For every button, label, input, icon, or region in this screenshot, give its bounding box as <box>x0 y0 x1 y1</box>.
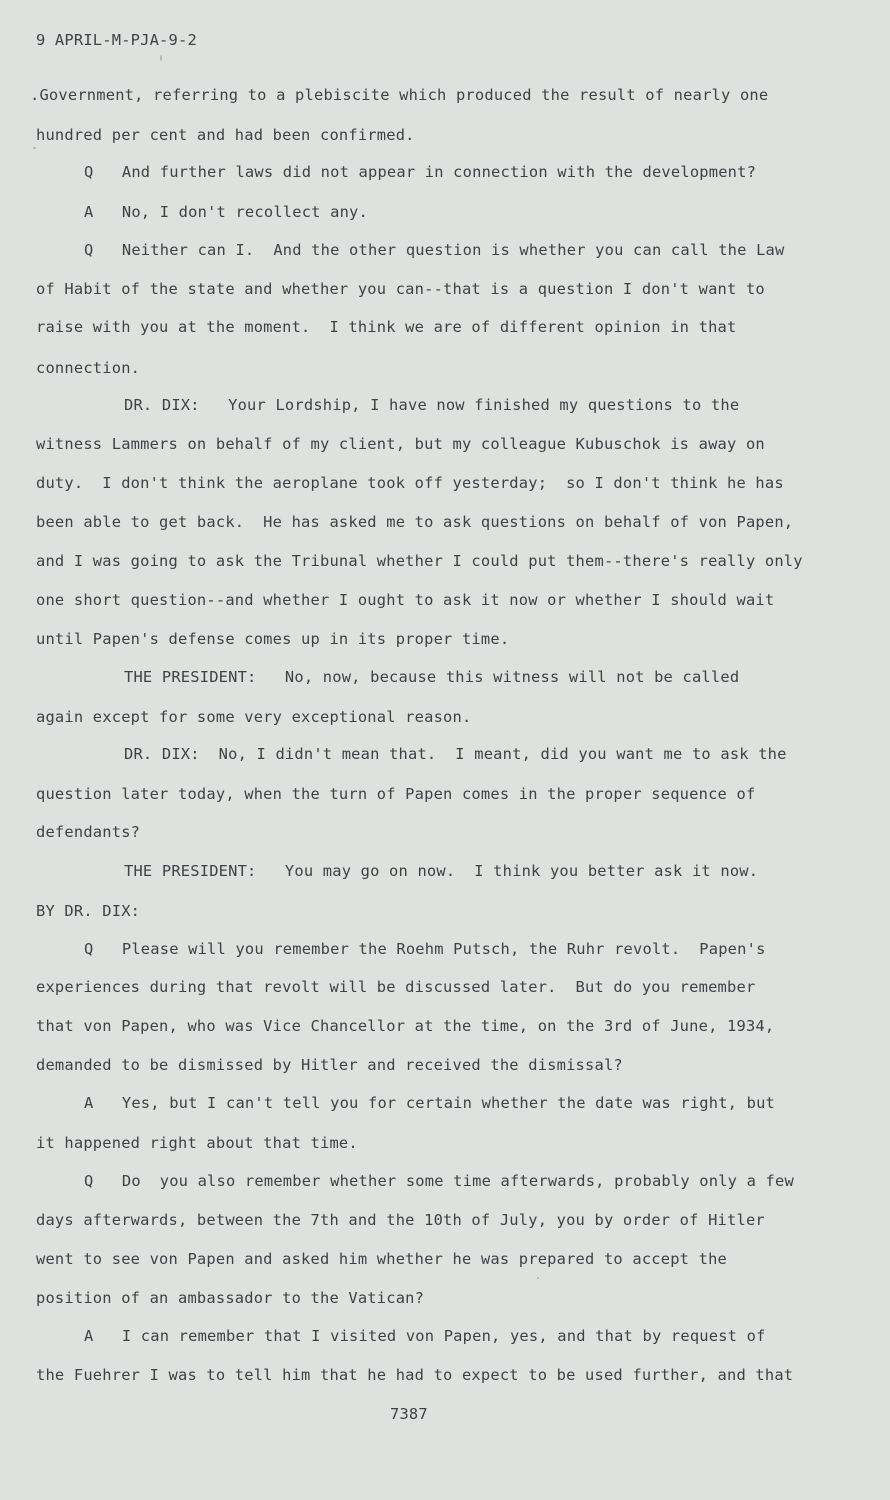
text-line: and I was going to ask the Tribunal whether I could put them--there's really only <box>36 552 803 570</box>
text-line: THE PRESIDENT: No, now, because this witness will not be called <box>124 668 740 686</box>
text-line: Q Do you also remember whether some time afterwards, probably only a few <box>84 1172 794 1190</box>
text-line: raise with you at the moment. I think we are of different opinion in that <box>36 318 737 336</box>
text-line: demanded to be dismissed by Hitler and received the dismissal? <box>36 1056 623 1074</box>
text-line: Q And further laws did not appear in connection with the development? <box>84 163 757 181</box>
text-line: duty. I don't think the aeroplane took off yesterday; so I don't think he has <box>36 474 784 492</box>
page-header: 9 APRIL-M-PJA-9-2 <box>36 31 197 49</box>
text-line: question later today, when the turn of Papen comes in the proper sequence of <box>36 785 756 803</box>
text-line: it happened right about that time. <box>36 1134 358 1152</box>
text-line: A Yes, but I can't tell you for certain whether the date was right, but <box>84 1094 776 1112</box>
paper-speck <box>537 1277 539 1279</box>
text-line: .Government, referring to a plebiscite which produced the result of nearly one <box>30 86 769 104</box>
text-line: been able to get back. He has asked me to ask questions on behalf of von Papen, <box>36 513 794 531</box>
text-line: DR. DIX: No, I didn't mean that. I meant, did you want me to ask the <box>124 745 787 763</box>
page-number: 7387 <box>390 1405 428 1423</box>
text-line: BY DR. DIX: <box>36 902 141 920</box>
text-line: position of an ambassador to the Vatican? <box>36 1289 425 1307</box>
text-line: Q Neither can I. And the other question is whether you can call the Law <box>84 241 785 259</box>
text-line: the Fuehrer I was to tell him that he had to expect to be used further, and that <box>36 1366 794 1384</box>
text-line: witness Lammers on behalf of my client, but my colleague Kubuschok is away on <box>36 435 765 453</box>
text-line: DR. DIX: Your Lordship, I have now finished my questions to the <box>124 396 740 414</box>
text-line: A No, I don't recollect any. <box>84 203 368 221</box>
text-line: Q Please will you remember the Roehm Putsch, the Ruhr revolt. Papen's <box>84 940 766 958</box>
paper-speck <box>160 55 162 61</box>
text-line: days afterwards, between the 7th and the 10th of July, you by order of Hitler <box>36 1211 765 1229</box>
text-line: again except for some very exceptional reason. <box>36 708 472 726</box>
text-line: of Habit of the state and whether you can--that is a question I don't want to <box>36 280 765 298</box>
text-line: until Papen's defense comes up in its proper time. <box>36 630 510 648</box>
text-line: defendants? <box>36 823 141 841</box>
paper-speck <box>33 147 36 149</box>
text-line: A I can remember that I visited von Papen, yes, and that by request of <box>84 1327 766 1345</box>
text-line: went to see von Papen and asked him whether he was prepared to accept the <box>36 1250 728 1268</box>
text-line: hundred per cent and had been confirmed. <box>36 126 415 144</box>
text-line: connection. <box>36 359 141 377</box>
text-line: that von Papen, who was Vice Chancellor at the time, on the 3rd of June, 1934, <box>36 1017 775 1035</box>
text-line: experiences during that revolt will be discussed later. But do you remember <box>36 978 756 996</box>
text-line: THE PRESIDENT: You may go on now. I think you better ask it now. <box>124 862 759 880</box>
text-line: one short question--and whether I ought to ask it now or whether I should wait <box>36 591 775 609</box>
